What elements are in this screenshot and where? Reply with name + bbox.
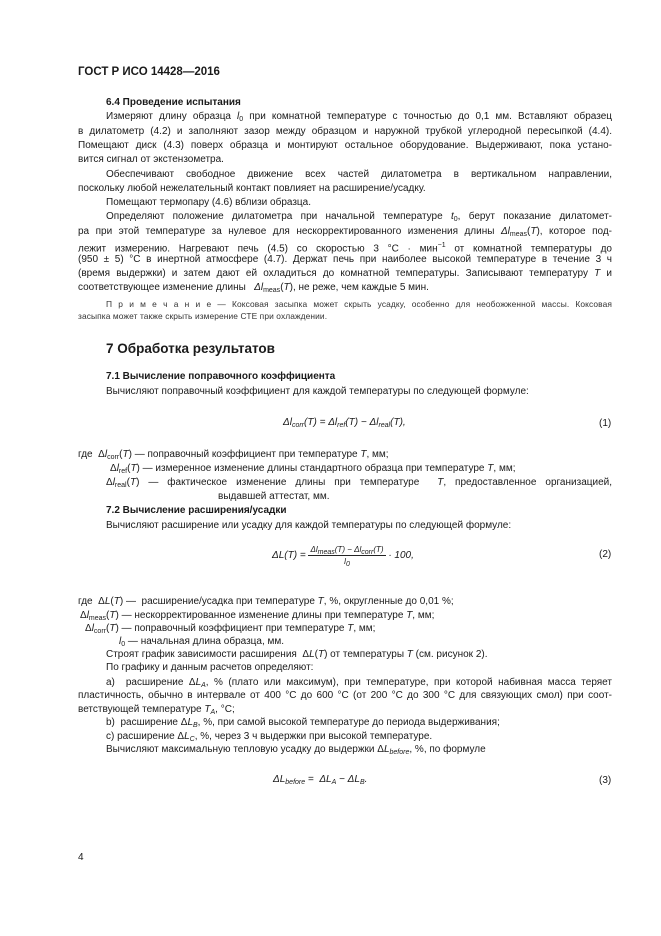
section-7-1-title: 7.1 Вычисление поправочного коэффициента [106, 371, 336, 382]
paragraph-line: Определяют положение дилатометра при начальной температуре $t_0$, берут показание дилатомет- [106, 211, 612, 223]
paragraph-line: Вычисляют поправочный коэффициент для каждой температуры по следующей формуле: [106, 386, 529, 397]
list-item-a: a) расширение $\Delta L_A$, % (плато или максимум), при температуре, при которой набивная масса теряет [106, 677, 612, 689]
section-6-4-title: 6.4 Проведение испытания [106, 97, 241, 108]
paragraph-line: (950 ± 5) °С в инертной атмосфере (4.7). Держат печь при наиболее высокой температуре в течение 3 ч [78, 254, 612, 265]
legend-line: $\Delta l_{real}(T)$ — фактическое изменение длины при температуре T, предоставленное организацией, [106, 477, 612, 489]
legend-line: $\Delta l_{ref}(T)$ — измеренное изменение длины стандартного образца при температуре T, мм; [110, 463, 516, 475]
section-7-2-title: 7.2 Вычисление расширения/усадки [106, 505, 287, 516]
list-item-a: пластичность, обычно в интервале от 400 °С до 600 °С (от 200 °С до 300 °С для связующих смол) при соот- [78, 690, 612, 701]
formula-number: (2) [599, 549, 612, 560]
paragraph-line: Строят график зависимости расширения ΔL(T) от температуры T (см. рисунок 2). [106, 649, 488, 660]
paragraph-line: Помещают термопару (4.6) вблизи образца. [106, 197, 311, 208]
legend-line: где ΔL(T) — расширение/усадка при температуре T, %, округленные до 0,01 %; [78, 596, 454, 607]
paragraph-line: в дилатометр (4.2) и заполняют зазор между образцом и наружной трубкой углеродной пересыпкой (4.4). [78, 126, 612, 137]
paragraph-line: соответствующее изменение длины $\Delta l_{meas}(T)$, не реже, чем каждые 5 мин. [78, 282, 429, 294]
legend-line: $\Delta l_{meas}(T)$ — нескорректированное изменение длины при температуре T, мм; [80, 610, 435, 622]
document-header: ГОСТ Р ИСО 14428—2016 [78, 66, 220, 78]
note-line: засыпка может также скрыть измерение СТЕ при охлаждении. [78, 311, 328, 321]
list-item-a: ветствующей температуре $T_A$, °С; [78, 704, 235, 716]
paragraph-line: Измеряют длину образца $l_0$ при комнатной температуре с точностью до 0,1 мм. Вставляют образец [106, 111, 612, 123]
page-number: 4 [78, 852, 84, 863]
list-item-c: c) расширение $\Delta L_C$, %, через 3 ч выдержки при высокой температуре. [106, 731, 433, 743]
note-line: П р и м е ч а н и е — Коксовая засыпка может скрыть усадку, особенно для необожженной массы. Коксовая [106, 299, 612, 309]
paragraph-line: (время выдержки) и затем дают ей охладиться до комнатной температуры. Записывают температуру T и [78, 268, 612, 279]
paragraph-line: поскольку любой нежелательный контакт повлияет на расширение/усадку. [78, 183, 426, 194]
section-7-title: 7 Обработка результатов [106, 341, 275, 356]
paragraph-line: ра при этой температуре за нулевое для нескорректированного изменения длины $\Delta l_{meas}(T)$, которое под- [78, 226, 612, 238]
paragraph-line: Обеспечивают свободное движение всех частей дилатометра в вертикальном направлении, [106, 169, 612, 180]
list-item-b: b) расширение $\Delta L_B$, %, при самой высокой температуре до периода выдерживания; [106, 717, 500, 729]
formula-number: (1) [599, 418, 612, 429]
formula-2: ΔL(T) = $\frac{\Delta l_{meas}(T) - \Delta l_{corr}(T)}{l_0}$ · 100, [272, 545, 414, 568]
legend-line: $\Delta l_{corr}(T)$ — поправочный коэффициент при температуре T, мм; [85, 623, 376, 635]
legend-line: выдавшей аттестат, мм. [218, 491, 330, 502]
formula-number: (3) [599, 775, 612, 786]
paragraph-line: По графику и данным расчетов определяют: [106, 662, 314, 673]
paragraph-line: вится сигнал от экстензометра. [78, 154, 224, 165]
paragraph-line: Вычисляют максимальную тепловую усадку до выдержки $\Delta L_{before}$, %, по формуле [106, 744, 486, 756]
paragraph-line: Помещают диск (4.3) поверх образца и монтируют остальное оборудование. Выдерживают, пока устано- [78, 140, 612, 151]
paragraph-line: Вычисляют расширение или усадку для каждой температуры по следующей формуле: [106, 520, 512, 531]
formula-1: $\Delta l_{corr}(T) = \Delta l_{ref}(T) - \Delta l_{real}(T)$, [283, 417, 406, 429]
formula-3: $\Delta L_{before} = \Delta L_A - \Delta L_B$. [273, 774, 368, 786]
paragraph-line: лежит измерению. Нагревают печь (4.5) со скоростью 3 °С · мин$^{-1}$ от комнатной температуры до [78, 242, 612, 255]
legend-line: $l_0$ — начальная длина образца, мм. [119, 636, 285, 648]
legend-line: где $\Delta l_{corr}(T)$ — поправочный коэффициент при температуре T, мм; [78, 449, 389, 461]
